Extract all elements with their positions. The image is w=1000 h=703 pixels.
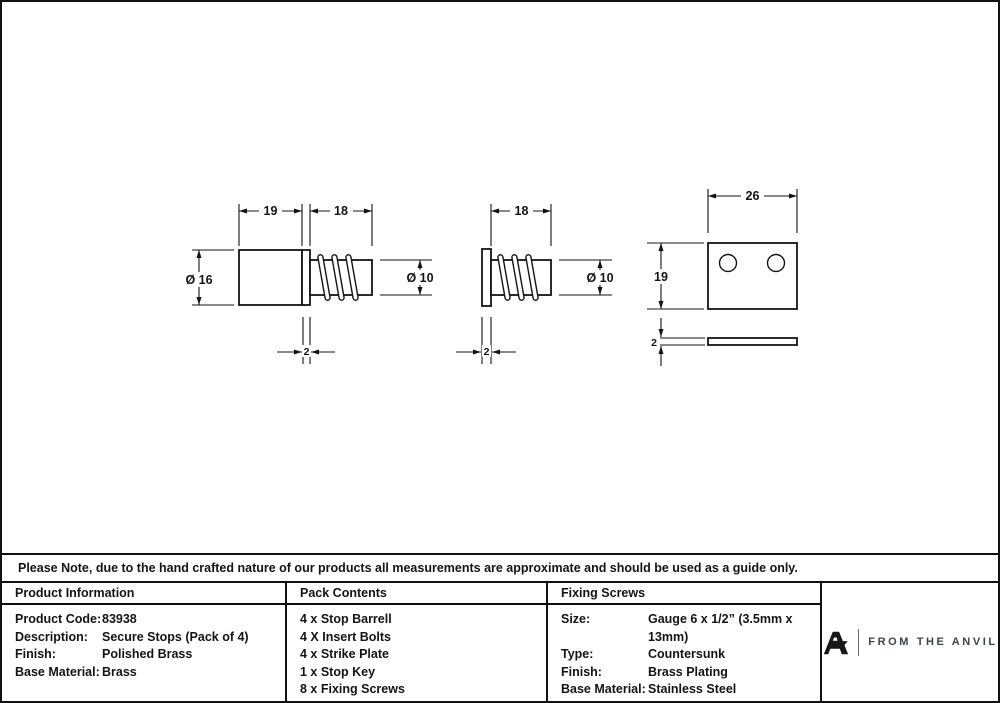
anvil-logo-icon: [822, 629, 849, 656]
table-row: [561, 646, 812, 664]
strike-plate-view: [647, 189, 797, 366]
table-row: [561, 611, 812, 646]
dim-label: Ø 16: [185, 273, 213, 287]
stop-barrel-view: [181, 204, 439, 364]
dim-label: Ø 10: [586, 271, 614, 285]
note-bar: [2, 553, 998, 583]
row-label: Description:: [15, 629, 88, 644]
table-row: [15, 664, 277, 682]
dim-label: 18: [514, 204, 529, 218]
list-item: 4 X Insert Bolts: [300, 629, 391, 644]
list-item: 8 x Fixing Screws: [300, 682, 405, 697]
row-value: Brass: [102, 664, 137, 679]
dim-label: 19: [654, 270, 668, 284]
brand-logo: [822, 629, 998, 656]
row-value: 83938: [102, 612, 137, 626]
brand-name: FROM THE ANVIL: [868, 636, 998, 648]
table-row: [561, 681, 812, 699]
dim-label: 19: [263, 204, 278, 218]
dim-label: 18: [334, 204, 348, 218]
product-information-header: Product Information: [2, 583, 285, 605]
dim-label: 2: [303, 346, 310, 358]
technical-drawing: [2, 2, 998, 553]
dim-label: 26: [745, 189, 760, 203]
dim-label: Ø 10: [406, 271, 434, 285]
logo-divider: [858, 629, 859, 656]
dim-label: 2: [483, 346, 490, 358]
dim-label: 2: [651, 337, 657, 349]
row-label: Base Material:: [561, 682, 646, 697]
row-value: Stainless Steel: [648, 682, 737, 697]
pack-contents-body: [287, 605, 546, 699]
product-information-column: [2, 583, 287, 701]
row-value: Polished Brass: [102, 647, 193, 662]
table-row: [15, 611, 277, 629]
row-value: Countersunk: [648, 647, 726, 662]
pack-contents-header: Pack Contents: [287, 583, 546, 605]
brand-logo-cell: [822, 583, 998, 701]
row-label: Size:: [561, 612, 591, 626]
spec-table: [2, 583, 998, 701]
table-row: [561, 664, 812, 682]
row-label: Product Code:: [15, 612, 102, 626]
row-value: Brass Plating: [648, 664, 728, 679]
list-item: 1 x Stop Key: [300, 664, 376, 679]
note-text: Please Note, due to the hand crafted nature of our products all measurements are approximate and should be used as a guide only.: [18, 561, 798, 575]
insert-bolt-view: [456, 204, 619, 364]
fixing-screws-body: [548, 605, 820, 699]
fixing-screws-column: [548, 583, 822, 701]
row-label: Type:: [561, 647, 594, 662]
row-label: Base Material:: [15, 664, 100, 679]
pack-contents-column: [287, 583, 548, 701]
fixing-screws-header: Fixing Screws: [548, 583, 820, 605]
list-item: 4 x Strike Plate: [300, 647, 389, 662]
row-label: Finish:: [15, 647, 56, 662]
table-row: [15, 629, 277, 647]
product-information-body: [2, 605, 285, 681]
table-row: [15, 646, 277, 664]
row-value: Secure Stops (Pack of 4): [102, 629, 249, 644]
row-value: Gauge 6 x 1/2” (3.5mm x 13mm): [648, 612, 793, 644]
row-label: Finish:: [561, 664, 602, 679]
list-item: 4 x Stop Barrell: [300, 612, 392, 626]
